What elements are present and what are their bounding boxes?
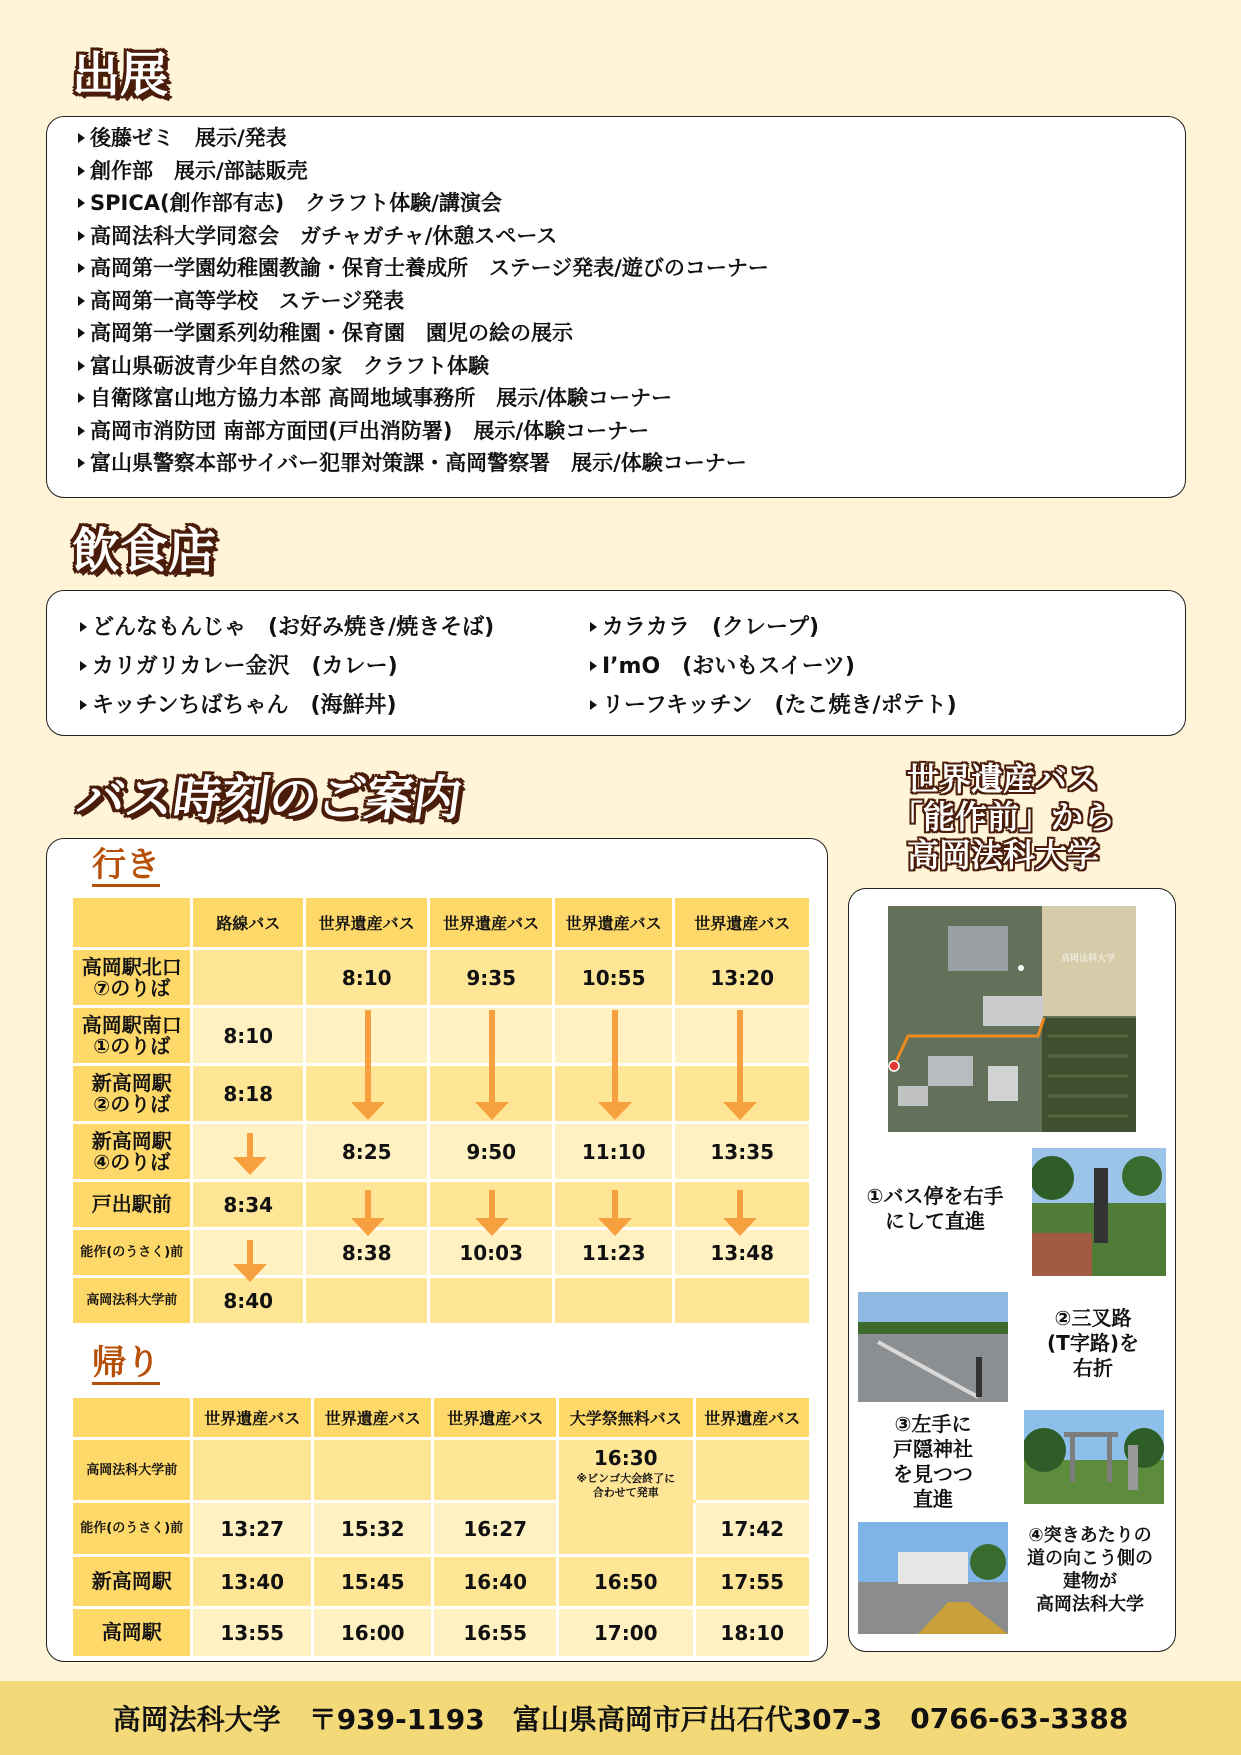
photo-t-junction xyxy=(858,1292,1008,1402)
exhibit-item xyxy=(78,288,769,321)
time-cell: 16:50 xyxy=(557,1556,694,1608)
exhibit-item xyxy=(78,190,769,223)
stop-name: 能作(のうさく)前 xyxy=(72,1502,192,1556)
time-cell: 15:32 xyxy=(312,1502,432,1556)
time-cell: 8:10 xyxy=(304,949,429,1007)
food-item xyxy=(80,688,397,719)
exhibit-text: 後藤ゼミ 展示/発表 xyxy=(90,126,287,150)
exhibit-text: SPICA(創作部有志) クラフト体験/講演会 xyxy=(90,191,502,215)
time-cell xyxy=(304,1007,429,1065)
exhibits-list xyxy=(78,125,769,483)
exhibit-item xyxy=(78,450,769,483)
time-cell xyxy=(553,1277,673,1325)
bullet-icon xyxy=(78,231,85,241)
time-cell: 16:30 ※ビンゴ大会終了に 合わせて発車 xyxy=(557,1439,694,1502)
time-cell: 13:20 xyxy=(674,949,811,1007)
time-cell xyxy=(557,1502,694,1556)
bus-heading: バス時刻のご案内 xyxy=(73,771,466,827)
exhibit-item xyxy=(78,158,769,191)
exhibit-text: 高岡第一学園幼稚園教諭・保育士養成所 ステージ発表/遊びのコーナー xyxy=(90,256,769,280)
exhibit-text: 高岡市消防団 南部方面団(戸出消防署) 展示/体験コーナー xyxy=(90,418,650,443)
time-cell: 9:35 xyxy=(429,949,554,1007)
free-bus-note: ※ビンゴ大会終了に 合わせて発車 xyxy=(576,1472,676,1499)
food-text: どんなもんじゃ (お好み焼き/焼きそば) xyxy=(92,615,495,640)
stop-name: 高岡駅 xyxy=(72,1608,192,1658)
outbound-label: 行き xyxy=(92,845,160,885)
time-cell: 15:45 xyxy=(312,1556,432,1608)
photo-university xyxy=(858,1522,1008,1634)
time-cell xyxy=(192,1439,312,1502)
bullet-icon xyxy=(78,296,85,306)
photo-bus-stop xyxy=(1032,1148,1166,1276)
map-title-text: 世界遺産バス 「能作前」から 高岡法科大学 xyxy=(890,760,1115,874)
time-cell: 16:00 xyxy=(312,1608,432,1658)
stop-name: 戸出駅前 xyxy=(72,1181,192,1229)
food-heading: 飲食店 xyxy=(72,523,217,579)
bus-type-header: 世界遺産バス xyxy=(312,1397,432,1439)
time-cell: 8:10 xyxy=(192,1007,304,1065)
bus-type-header: 世界遺産バス xyxy=(192,1397,312,1439)
time-cell xyxy=(429,1007,554,1065)
outbound-table xyxy=(70,895,812,1326)
time-cell: 10:03 xyxy=(429,1229,554,1277)
time-cell: 13:35 xyxy=(674,1123,811,1181)
bullet-icon xyxy=(78,198,85,208)
time-cell: 8:40 xyxy=(192,1277,304,1325)
time-cell xyxy=(429,1181,554,1229)
food-item xyxy=(80,649,398,680)
bullet-icon xyxy=(78,361,85,371)
corner-cell xyxy=(72,897,192,949)
food-text: カラカラ (クレープ) xyxy=(602,615,820,640)
time-cell: 10:55 xyxy=(553,949,673,1007)
bullet-icon xyxy=(78,166,85,176)
time-cell: 17:00 xyxy=(557,1608,694,1658)
stop-name: 新高岡駅 ④のりば xyxy=(72,1123,192,1181)
time-cell: 8:38 xyxy=(304,1229,429,1277)
step-3: ③左手に 戸隠神社 を見つつ 直進 xyxy=(893,1412,973,1511)
time-cell: 8:18 xyxy=(192,1065,304,1123)
time-cell: 11:23 xyxy=(553,1229,673,1277)
time-cell xyxy=(192,1123,304,1181)
bus-type-header: 世界遺産バス xyxy=(433,1397,558,1439)
bullet-icon xyxy=(78,458,85,468)
food-text: キッチンちばちゃん (海鮮丼) xyxy=(92,693,397,718)
bus-type-header: 大学祭無料バス xyxy=(557,1397,694,1439)
corner-cell xyxy=(72,1397,192,1439)
time-cell xyxy=(553,1181,673,1229)
stop-name: 新高岡駅 xyxy=(72,1556,192,1608)
food-text: カリガリカレー金沢 (カレー) xyxy=(92,654,398,679)
bullet-icon xyxy=(78,263,85,273)
time-cell xyxy=(694,1439,811,1502)
exhibit-text: 創作部 展示/部誌販売 xyxy=(90,158,308,183)
time-cell xyxy=(674,1065,811,1123)
bus-type-header: 世界遺産バス xyxy=(694,1397,811,1439)
time-cell: 9:50 xyxy=(429,1123,554,1181)
exhibit-item xyxy=(78,418,769,451)
time-cell: 11:10 xyxy=(553,1123,673,1181)
food-text: I’mO (おいもスイーツ) xyxy=(602,654,855,679)
time-cell: 16:40 xyxy=(433,1556,558,1608)
time-cell xyxy=(674,1277,811,1325)
time-cell: 16:55 xyxy=(433,1608,558,1658)
time-cell xyxy=(429,1065,554,1123)
time-cell xyxy=(429,1277,554,1325)
exhibit-text: 高岡法科大学同窓会 ガチャガチャ/休憩スペース xyxy=(90,223,558,248)
aerial-map-image xyxy=(888,906,1136,1132)
time-cell xyxy=(304,1065,429,1123)
bullet-icon xyxy=(590,622,597,632)
map-title xyxy=(878,760,1128,874)
bullet-icon xyxy=(80,661,87,671)
exhibit-text: 富山県砺波青少年自然の家 クラフト体験 xyxy=(90,353,489,378)
bullet-icon xyxy=(78,133,85,143)
return-label: 帰り xyxy=(92,1343,160,1383)
time-cell: 16:27 xyxy=(433,1502,558,1556)
bus-type-header: 世界遺産バス xyxy=(429,897,554,949)
time-cell: 13:27 xyxy=(192,1502,312,1556)
return-table xyxy=(70,1395,812,1659)
bullet-icon xyxy=(590,661,597,671)
exhibit-item xyxy=(78,255,769,288)
time-cell: 17:42 xyxy=(694,1502,811,1556)
time-cell xyxy=(553,1065,673,1123)
step-1: ①バス停を右手 にして直進 xyxy=(866,1184,1004,1233)
stop-name: 新高岡駅 ②のりば xyxy=(72,1065,192,1123)
footer xyxy=(0,1681,1241,1755)
time-cell: 13:40 xyxy=(192,1556,312,1608)
stop-name: 能作(のうさく)前 xyxy=(72,1229,192,1277)
step-4: ④突きあたりの 道の向こう側の 建物が 高岡法科大学 xyxy=(1027,1525,1153,1615)
food-item xyxy=(590,649,855,680)
exhibits-heading: 出展 xyxy=(72,47,169,103)
exhibit-text: 高岡第一学園系列幼稚園・保育園 園児の絵の展示 xyxy=(90,321,573,345)
time-cell xyxy=(674,1007,811,1065)
footer-name: 高岡法科大学 xyxy=(112,1703,281,1736)
step-2: ②三叉路 (T字路)を 右折 xyxy=(1047,1306,1139,1380)
stop-name: 高岡法科大学前 xyxy=(72,1439,192,1502)
bullet-icon xyxy=(78,328,85,338)
food-item xyxy=(590,610,819,641)
aerial-map xyxy=(888,906,1136,1132)
exhibit-item xyxy=(78,385,769,418)
bullet-icon xyxy=(80,622,87,632)
photo-shrine xyxy=(1024,1410,1164,1504)
bullet-icon xyxy=(78,426,85,436)
footer-address: 富山県高岡市戸出石代307-3 xyxy=(512,1703,883,1736)
exhibit-text: 高岡第一高等学校 ステージ発表 xyxy=(90,288,405,313)
footer-postal: 〒939-1193 xyxy=(308,1703,485,1736)
time-cell xyxy=(674,1181,811,1229)
exhibit-item xyxy=(78,223,769,256)
map-label: 高岡法科大学 xyxy=(1060,954,1116,964)
stop-name: 高岡駅南口 ①のりば xyxy=(72,1007,192,1065)
bus-type-header: 世界遺産バス xyxy=(674,897,811,949)
stop-name: 高岡駅北口 ⑦のりば xyxy=(72,949,192,1007)
bus-type-header: 世界遺産バス xyxy=(304,897,429,949)
exhibit-item xyxy=(78,353,769,386)
stop-name: 高岡法科大学前 xyxy=(72,1277,192,1325)
time-cell: 8:25 xyxy=(304,1123,429,1181)
time-cell xyxy=(192,949,304,1007)
footer-phone: 0766-63-3388 xyxy=(910,1701,1129,1735)
time-cell: 13:55 xyxy=(192,1608,312,1658)
time-cell xyxy=(312,1439,432,1502)
food-item xyxy=(590,688,957,719)
bullet-icon xyxy=(78,393,85,403)
time-cell xyxy=(192,1229,304,1277)
bus-type-header: 路線バス xyxy=(192,897,304,949)
time-cell: 13:48 xyxy=(674,1229,811,1277)
exhibit-item xyxy=(78,320,769,353)
bullet-icon xyxy=(80,700,87,710)
food-text: リーフキッチン (たこ焼き/ポテト) xyxy=(602,693,957,718)
time-cell xyxy=(433,1439,558,1502)
time-cell: 8:34 xyxy=(192,1181,304,1229)
bullet-icon xyxy=(590,700,597,710)
time-cell xyxy=(304,1181,429,1229)
exhibit-text: 富山県警察本部サイバー犯罪対策課・高岡警察署 展示/体験コーナー xyxy=(90,451,747,475)
bus-type-header: 世界遺産バス xyxy=(553,897,673,949)
exhibit-text: 自衛隊富山地方協力本部 高岡地域事務所 展示/体験コーナー xyxy=(90,386,672,410)
exhibit-item xyxy=(78,125,769,158)
food-item xyxy=(80,610,494,641)
time-cell xyxy=(304,1277,429,1325)
time-cell: 18:10 xyxy=(694,1608,811,1658)
time-cell xyxy=(553,1007,673,1065)
time-cell: 17:55 xyxy=(694,1556,811,1608)
